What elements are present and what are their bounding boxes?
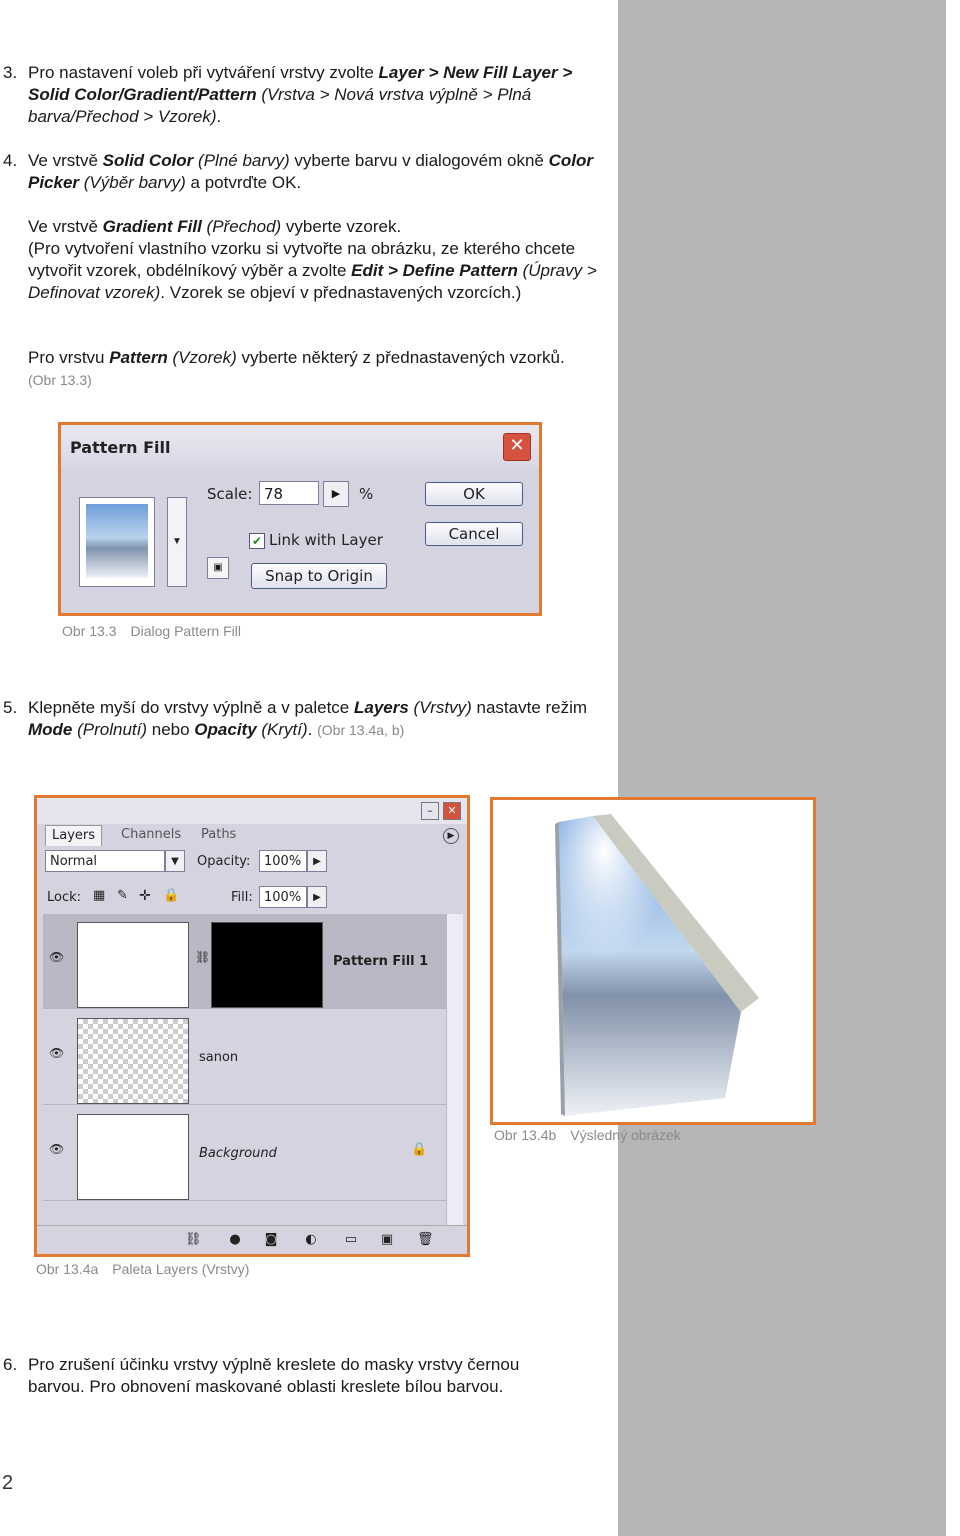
layers-palette [34, 795, 470, 1257]
trash-icon[interactable]: 🗑 [417, 1232, 434, 1247]
lock-all-icon[interactable]: 🔒 [163, 888, 180, 903]
scale-slider-arrow-icon[interactable]: ▶ [323, 481, 349, 507]
pattern-picker-arrow-icon[interactable]: ▼ [167, 497, 187, 587]
link-layers-icon[interactable]: ⛓ [185, 1232, 202, 1247]
step-4-number: 4. [3, 151, 18, 170]
result-image-frame [490, 797, 816, 1125]
new-preset-icon[interactable]: ▣ [207, 557, 229, 579]
tab-paths[interactable]: Paths [201, 827, 237, 842]
page-sidebar [618, 0, 946, 1536]
eye-icon[interactable]: 👁 [49, 1142, 65, 1156]
link-icon[interactable]: ⛓ [195, 950, 211, 964]
opacity-slider-icon[interactable]: ▶ [307, 850, 327, 872]
caption-13-4a: Obr 13.4a Paleta Layers (Vrstvy) [36, 1261, 250, 1277]
pattern-fill-dialog [58, 422, 542, 616]
eye-icon[interactable]: 👁 [49, 950, 65, 964]
palette-menu-icon[interactable]: ▶ [443, 828, 459, 844]
layer-thumbnail [77, 922, 189, 1008]
lock-transparent-icon[interactable]: ▦ [93, 888, 106, 903]
lock-icon: 🔒 [411, 1142, 428, 1157]
palette-title-bar [37, 798, 467, 824]
tab-channels[interactable]: Channels [121, 827, 182, 842]
step-3-number: 3. [3, 63, 18, 82]
dialog-title: Pattern Fill [70, 438, 171, 457]
layer-mask-thumbnail[interactable] [211, 922, 323, 1008]
step-5-text: Klepněte myší do vrstvy výplně a v paletce Layers (Vrstvy) nastavte režim Mode (Prolnutí) nebo Opacity (Krytí). (Obr 13.4a, b) [28, 698, 588, 739]
layer-row-background[interactable] [43, 1106, 449, 1201]
layers-scrollbar[interactable] [446, 914, 463, 1236]
new-layer-icon[interactable]: ▣ [380, 1232, 394, 1247]
step-6-number: 6. [3, 1355, 18, 1374]
adjustment-layer-icon[interactable]: ◐ [305, 1232, 317, 1247]
snap-to-origin-button[interactable]: Snap to Origin [251, 563, 387, 589]
ok-button[interactable]: OK [425, 482, 523, 506]
page-number: 2 [2, 1472, 14, 1494]
caption-13-3: Obr 13.3 Dialog Pattern Fill [62, 623, 241, 639]
palette-bottom-bar [37, 1225, 467, 1254]
add-mask-icon[interactable]: ◙ [264, 1232, 278, 1247]
step-6-text: Pro zrušení účinku vrstvy výplně kreslete do masky vrstvy černou barvou. Pro obnovení maskované oblasti kreslete bílou barvou. [28, 1355, 520, 1396]
step-3-text: Pro nastavení voleb při vytváření vrstvy zvolte Layer > New Fill Layer > Solid Color/Gradient/Pattern (Vrstva > Nová vrstva výplně > Plná barva/Přechod > Vzorek). [28, 63, 573, 126]
link-with-layer-label: Link with Layer [269, 531, 383, 549]
close-icon[interactable]: ✕ [503, 433, 531, 461]
cancel-button[interactable]: Cancel [425, 522, 523, 546]
layer-row-pattern-fill[interactable] [43, 914, 449, 1009]
eye-icon[interactable]: 👁 [49, 1046, 65, 1060]
link-with-layer-checkbox[interactable]: ✔ [249, 533, 265, 549]
step-4-gradient-text: Ve vrstvě Gradient Fill (Přechod) vyberte vzorek. (Pro vytvoření vlastního vzorku si vytvořte na obrázku, ze kterého chcete vytvořit vzorek, obdélníkový výběr a zvolte Edit > Define Pattern (Úpravy > Definovat vzorek). Vzorek se objeví v přednastavených vzorcích.) [28, 217, 597, 302]
fill-input[interactable]: 100% [259, 886, 307, 908]
layer-name: sanon [199, 1050, 239, 1065]
scale-unit: % [359, 485, 374, 503]
fill-label: Fill: [231, 890, 253, 905]
layer-thumbnail [77, 1114, 189, 1200]
layer-thumbnail [77, 1018, 189, 1104]
step-4-text: Ve vrstvě Solid Color (Plné barvy) vyberte barvu v dialogovém okně Color Picker (Výběr barvy) a potvrďte OK. [28, 151, 593, 192]
layer-name: Background [199, 1146, 277, 1161]
dialog-title-bar [61, 425, 539, 469]
scale-input[interactable]: 78 [259, 481, 319, 505]
opacity-label: Opacity: [197, 854, 251, 869]
lock-image-icon[interactable]: ✎ [117, 888, 128, 903]
minimize-icon[interactable]: – [421, 802, 439, 820]
caption-13-4b: Obr 13.4b Výsledný obrázek [494, 1127, 681, 1143]
scale-label: Scale: [207, 485, 253, 503]
blend-mode-dropdown-icon[interactable]: ▼ [165, 850, 185, 872]
tab-layers[interactable]: Layers [45, 825, 102, 846]
pattern-thumbnail-image [86, 504, 148, 578]
pattern-preview[interactable] [79, 497, 155, 587]
layer-style-icon[interactable]: ● [229, 1232, 241, 1247]
fill-slider-icon[interactable]: ▶ [307, 886, 327, 908]
layer-name: Pattern Fill 1 [333, 954, 429, 969]
opacity-input[interactable]: 100% [259, 850, 307, 872]
close-icon[interactable]: ✕ [443, 802, 461, 820]
step-5-number: 5. [3, 698, 18, 717]
lock-label: Lock: [47, 890, 82, 905]
result-image [493, 800, 813, 1122]
blend-mode-select[interactable]: Normal [45, 850, 165, 872]
lock-position-icon[interactable]: ✛ [139, 888, 151, 904]
new-group-icon[interactable]: ▭ [344, 1232, 358, 1247]
layer-row-sanon[interactable] [43, 1010, 449, 1105]
step-4-pattern-text: Pro vrstvu Pattern (Vzorek) vyberte některý z přednastavených vzorků. (Obr 13.3) [28, 348, 565, 388]
